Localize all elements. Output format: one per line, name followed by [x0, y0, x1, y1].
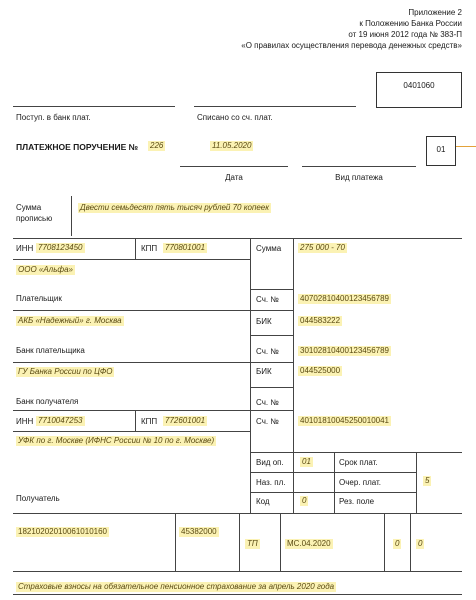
- payee-bank-bik: 044525000: [300, 366, 341, 375]
- tax-divider-2: [239, 513, 240, 571]
- tax-doc-date: 0: [418, 539, 423, 548]
- payee-label: Получатель: [16, 494, 60, 503]
- debited-label: Списано со сч. плат.: [197, 113, 273, 122]
- amount-words-divider: [71, 196, 72, 236]
- appendix-line-3: от 19 июня 2012 года № 383-П: [348, 30, 462, 39]
- pay-order-label: Очер. плат.: [339, 478, 382, 487]
- order-date: 11.05.2020: [212, 141, 252, 150]
- tax-kbk: 18210202010061010160: [18, 527, 107, 536]
- payee-inn-row-line: [13, 431, 250, 432]
- payer-bank-bik-label: БИК: [256, 317, 272, 326]
- form-code-box: [376, 72, 462, 108]
- payer-block-line: [13, 310, 293, 311]
- date-label: Дата: [225, 173, 243, 182]
- tax-divider-4: [384, 513, 385, 571]
- payment-type-line: [302, 166, 416, 167]
- code-value: 0: [302, 496, 307, 505]
- payer-inn: 7708123450: [38, 243, 83, 252]
- grid-top-line: [13, 238, 462, 239]
- tax-oktmo: 45382000: [181, 527, 217, 536]
- appendix-line-1: Приложение 2: [408, 8, 462, 17]
- amount-label-line: [250, 289, 293, 290]
- payment-type-label: Вид платежа: [335, 173, 383, 182]
- amount-words-value: Двести семьдесят пять тысяч рублей 70 копеек: [80, 203, 270, 212]
- amount-words-label-2: прописью: [16, 214, 53, 223]
- debited-line: [194, 106, 356, 107]
- tax-bottom-line: [13, 571, 462, 572]
- payment-purpose: Страховые взносы на обязательное пенсионное страхование за апрель 2020 года: [18, 582, 335, 591]
- payer-label: Плательщик: [16, 294, 62, 303]
- pay-order: 5: [425, 476, 430, 485]
- status-box: [426, 136, 456, 166]
- payee-name: УФК по г. Москве (ИФНС России № 10 по г. Москве): [18, 436, 215, 445]
- pay-term-label: Срок плат.: [339, 458, 378, 467]
- status-pointer: [456, 146, 476, 147]
- appendix-line-4: «О правилах осуществления перевода денежных средств»: [241, 41, 462, 50]
- tax-basis: ТП: [247, 539, 258, 548]
- payer-account-label: Сч. №: [256, 295, 279, 304]
- payer-name: ООО «Альфа»: [18, 265, 73, 274]
- payee-bank-label: Банк получателя: [16, 397, 79, 406]
- payee-kpp: 772601001: [165, 416, 206, 425]
- payee-bank-block-line: [13, 410, 293, 411]
- received-line: [13, 106, 175, 107]
- purpose-bottom-line: [13, 594, 462, 595]
- payer-bank-block-line: [13, 362, 293, 363]
- payer-bank-account: 30102810400123456789: [300, 346, 389, 355]
- payer-kpp: 770801001: [165, 243, 206, 252]
- payee-inn-label: ИНН: [16, 417, 34, 426]
- payer-amount-label: Сумма: [256, 244, 282, 253]
- payer-inn-label: ИНН: [16, 244, 34, 253]
- tax-divider-3: [280, 513, 281, 571]
- tax-top-line: [13, 513, 462, 514]
- codes-top-line: [250, 452, 462, 453]
- tax-divider-1: [175, 513, 176, 571]
- date-line: [180, 166, 288, 167]
- tax-period: МС.04.2020: [287, 539, 331, 548]
- op-type: 01: [302, 457, 311, 466]
- payee-bank-bik-label: БИК: [256, 367, 272, 376]
- payer-bank-label: Банк плательщика: [16, 346, 85, 355]
- bik-label-line: [250, 335, 293, 336]
- payee-account-label: Сч. №: [256, 417, 279, 426]
- order-title: ПЛАТЕЖНОЕ ПОРУЧЕНИЕ №: [16, 142, 139, 152]
- order-number: 226: [150, 141, 164, 150]
- status-value: 01: [436, 145, 446, 154]
- payee-bank-account-label: Сч. №: [256, 398, 279, 407]
- payer-bank-name: АКБ «Надежный» г. Москва: [18, 316, 122, 325]
- purpose-code-label: Наз. пл.: [256, 478, 286, 487]
- payer-inn-row-line: [13, 259, 250, 260]
- amount-words-label-1: Сумма: [16, 203, 42, 212]
- codes-divider-1: [334, 452, 335, 513]
- appendix-line-2: к Положению Банка России: [359, 19, 462, 28]
- payee-inn: 7710047253: [38, 416, 83, 425]
- payee-kpp-label: КПП: [141, 417, 158, 426]
- codes-row-line-2: [250, 492, 416, 493]
- payer-amount: 275 000 - 70: [300, 243, 345, 252]
- tax-divider-5: [410, 513, 411, 571]
- payer-bank-account-label: Сч. №: [256, 347, 279, 356]
- form-code: 0401060: [403, 81, 435, 90]
- received-label: Поступ. в банк плат.: [16, 113, 91, 122]
- payer-account: 40702810400123456789: [300, 294, 389, 303]
- payer-kpp-label: КПП: [141, 244, 158, 253]
- tax-doc-number: 0: [395, 539, 400, 548]
- payee-account: 40101810045250010041: [300, 416, 389, 425]
- payee-inn-kpp-divider: [135, 410, 136, 431]
- op-type-label: Вид оп.: [256, 458, 284, 467]
- payer-bank-bik: 044583222: [300, 316, 341, 325]
- payee-bank-name: ГУ Банка России по ЦФО: [18, 367, 113, 376]
- code-label: Код: [256, 497, 270, 506]
- payer-inn-kpp-divider: [135, 238, 136, 259]
- payee-bik-label-line: [250, 387, 293, 388]
- codes-divider-2: [416, 452, 417, 513]
- codes-row-line-1: [250, 472, 416, 473]
- reserve-label: Рез. поле: [339, 497, 375, 506]
